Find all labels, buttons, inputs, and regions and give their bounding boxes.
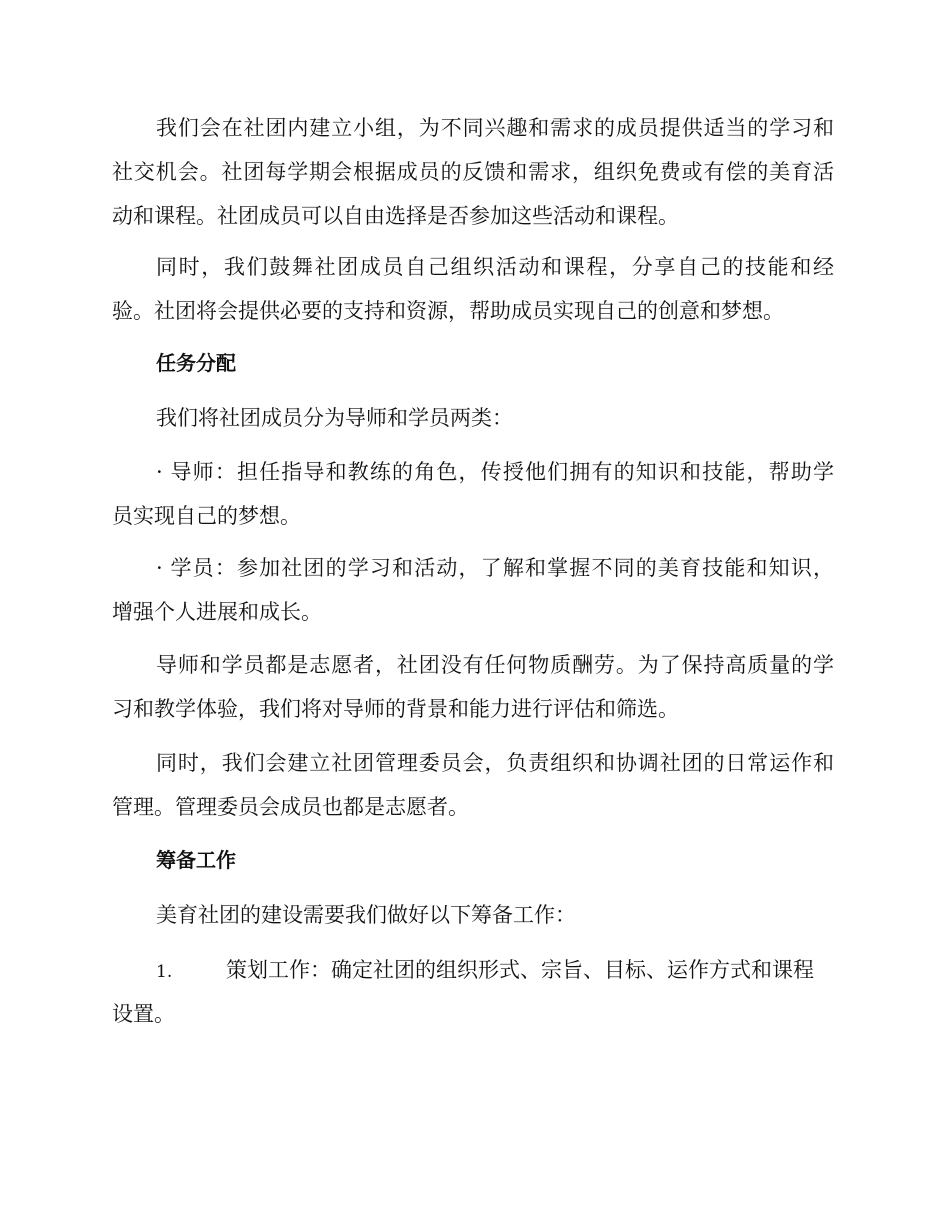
numbered-item-1 (112, 948, 834, 1036)
text-line: 我们会在社团内建立小组，为不同兴趣和需求的成员提供适当的学习和 (156, 116, 834, 140)
text-line: 管理。管理委员会成员也都是志愿者。 (112, 795, 469, 819)
bullet-mentor (112, 450, 834, 538)
heading-text: 任务分配 (156, 351, 236, 375)
text-line: 社交机会。社团每学期会根据成员的反馈和需求，组织免费或有偿的美育活 (112, 160, 834, 184)
bullet-student (112, 546, 834, 634)
text-line: · 导师：担任指导和教练的角色，传授他们拥有的知识和技能，帮助学 (156, 460, 834, 484)
list-item-line (112, 948, 834, 992)
text-line: 同时，我们会建立社团管理委员会，负责组织和协调社团的日常运作和 (156, 751, 834, 775)
section-heading-preparation (112, 838, 834, 882)
text-line: 动和课程。社团成员可以自由选择是否参加这些活动和课程。 (112, 204, 679, 228)
paragraph-6 (112, 643, 834, 731)
paragraph-1 (112, 106, 834, 238)
text-line: 策划工作：确定社团的组织形式、宗旨、目标、运作方式和课程 (226, 958, 814, 982)
text-line: 导师和学员都是志愿者，社团没有任何物质酬劳。为了保持高质量的学 (156, 653, 834, 677)
paragraph-8 (112, 893, 834, 937)
paragraph-3 (112, 396, 834, 440)
section-heading-task-assignment (112, 341, 834, 385)
text-line: 同时，我们鼓舞社团成员自己组织活动和课程，分享自己的技能和经 (156, 255, 834, 279)
text-line: 增强个人进展和成长。 (112, 600, 322, 624)
text-line: 设置。 (112, 1002, 175, 1026)
paragraph-7 (112, 741, 834, 829)
text-line: 习和教学体验，我们将对导师的背景和能力进行评估和筛选。 (112, 697, 679, 721)
text-line: · 学员：参加社团的学习和活动，了解和掌握不同的美育技能和知识， (156, 556, 834, 580)
list-number: 1. (156, 962, 173, 982)
paragraph-2 (112, 245, 834, 333)
text-line: 我们将社团成员分为导师和学员两类： (156, 406, 513, 430)
text-line: 验。社团将会提供必要的支持和资源，帮助成员实现自己的创意和梦想。 (112, 299, 784, 323)
heading-text: 筹备工作 (156, 848, 236, 872)
text-line: 美育社团的建设需要我们做好以下筹备工作： (156, 903, 576, 927)
text-line: 员实现自己的梦想。 (112, 504, 301, 528)
